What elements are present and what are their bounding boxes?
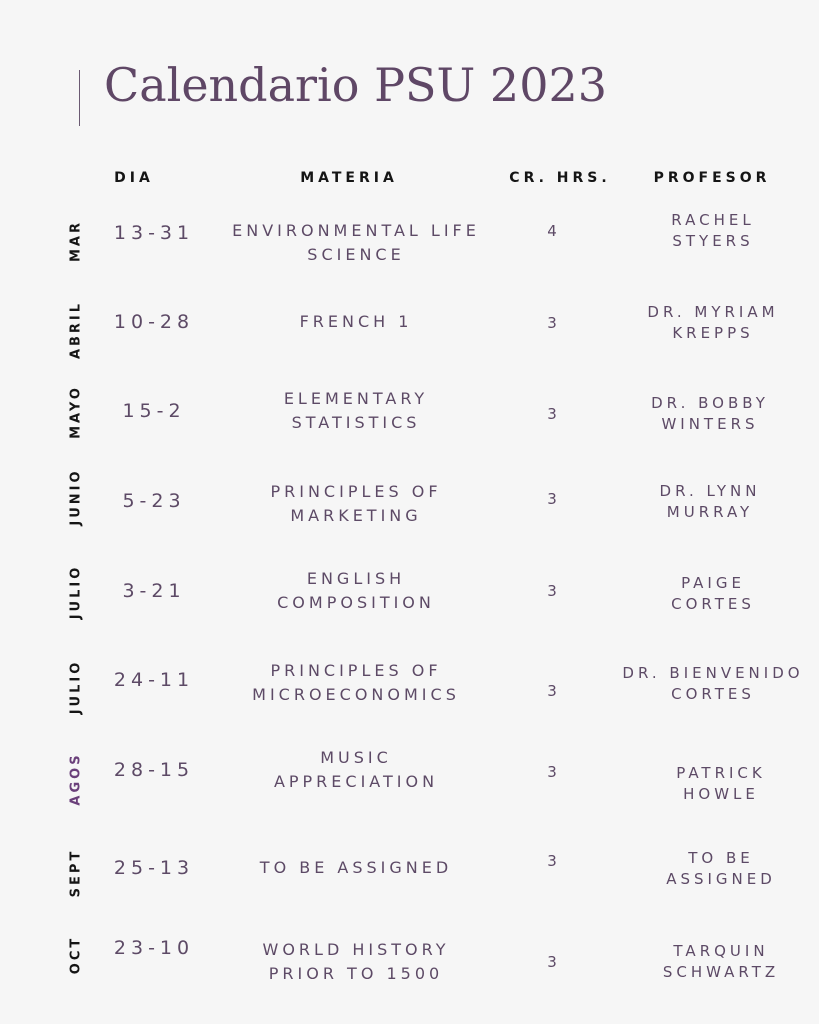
professor-name: [676, 763, 766, 805]
subject-line: APPRECIATION: [273, 772, 439, 791]
professor-line: STYERS: [672, 232, 754, 250]
day-range: 15-2: [122, 400, 186, 422]
credit-hours: 3: [547, 852, 557, 870]
professor-line: KREPPS: [672, 324, 754, 342]
professor-line: RACHEL: [671, 211, 755, 229]
professor-line: DR. BIENVENIDO: [622, 664, 804, 682]
subject-line: STATISTICS: [291, 413, 421, 432]
subject-name: [300, 310, 413, 334]
professor-line: CORTES: [671, 685, 755, 703]
subject-name: [252, 659, 460, 707]
page-title: Calendario PSU 2023: [104, 58, 607, 112]
credit-hours: 3: [547, 953, 557, 971]
professor-line: SCHWARTZ: [662, 963, 780, 981]
professor-name: [647, 302, 778, 344]
month-label: JULIO: [68, 659, 84, 715]
month-label: MAR: [68, 219, 84, 263]
day-range: 5-23: [122, 490, 186, 512]
subject-line: PRIOR TO 1500: [268, 964, 444, 983]
month-label: OCT: [68, 935, 84, 975]
subject-line: ENVIRONMENTAL LIFE: [232, 221, 480, 240]
professor-name: [622, 663, 803, 705]
subject-line: ELEMENTARY: [283, 389, 429, 408]
professor-line: DR. BOBBY: [651, 394, 769, 412]
professor-line: ASSIGNED: [666, 870, 776, 888]
professor-name: [651, 393, 769, 435]
header-materia: MATERIA: [300, 170, 398, 186]
day-range: 13-31: [113, 222, 195, 244]
month-label: ABRIL: [68, 300, 84, 360]
title-divider: [79, 70, 80, 126]
professor-line: TARQUIN: [673, 942, 769, 960]
subject-line: MARKETING: [290, 506, 422, 525]
subject-line: ENGLISH: [306, 569, 406, 588]
subject-name: [232, 219, 480, 267]
subject-name: [260, 856, 452, 880]
professor-name: [666, 848, 776, 890]
month-label: SEPT: [68, 848, 84, 898]
subject-line: COMPOSITION: [277, 593, 435, 612]
day-range: 10-28: [113, 311, 195, 333]
month-label: JULIO: [68, 564, 84, 620]
professor-line: PAIGE: [681, 574, 745, 592]
professor-line: HOWLE: [683, 785, 759, 803]
professor-name: [660, 481, 761, 523]
day-range: 3-21: [122, 580, 186, 602]
subject-line: MUSIC: [320, 748, 392, 767]
subject-name: [277, 567, 435, 615]
professor-line: MURRAY: [666, 503, 754, 521]
month-label: AGOS: [68, 752, 84, 806]
credit-hours: 3: [547, 490, 557, 508]
subject-line: PRINCIPLES OF: [270, 661, 442, 680]
header-dia: DIA: [114, 170, 154, 186]
subject-line: TO BE ASSIGNED: [259, 858, 453, 877]
subject-line: FRENCH 1: [299, 312, 413, 331]
subject-line: WORLD HISTORY: [262, 940, 450, 959]
professor-line: CORTES: [671, 595, 755, 613]
subject-name: [263, 938, 450, 986]
subject-line: PRINCIPLES OF: [270, 482, 442, 501]
day-range: 23-10: [113, 937, 195, 959]
subject-name: [270, 480, 441, 528]
subject-line: MICROECONOMICS: [252, 685, 460, 704]
day-range: 24-11: [113, 669, 195, 691]
header-cr-hrs: CR. HRS.: [509, 170, 611, 186]
professor-name: [663, 941, 779, 983]
professor-name: [671, 210, 754, 252]
day-range: 25-13: [113, 857, 195, 879]
professor-line: WINTERS: [661, 415, 759, 433]
professor-line: PATRICK: [676, 764, 766, 782]
credit-hours: 4: [547, 222, 557, 240]
credit-hours: 3: [547, 582, 557, 600]
subject-name: [274, 746, 438, 794]
day-range: 28-15: [113, 759, 195, 781]
subject-name: [284, 387, 428, 435]
professor-line: TO BE: [688, 849, 754, 867]
credit-hours: 3: [547, 682, 557, 700]
professor-line: DR. MYRIAM: [647, 303, 779, 321]
month-label: MAYO: [68, 385, 84, 439]
header-profesor: PROFESOR: [653, 170, 771, 186]
credit-hours: 3: [547, 763, 557, 781]
professor-line: DR. LYNN: [659, 482, 761, 500]
month-label: JUNIO: [68, 468, 84, 526]
credit-hours: 3: [547, 314, 557, 332]
subject-line: SCIENCE: [307, 245, 405, 264]
professor-name: [671, 573, 755, 615]
credit-hours: 3: [547, 405, 557, 423]
